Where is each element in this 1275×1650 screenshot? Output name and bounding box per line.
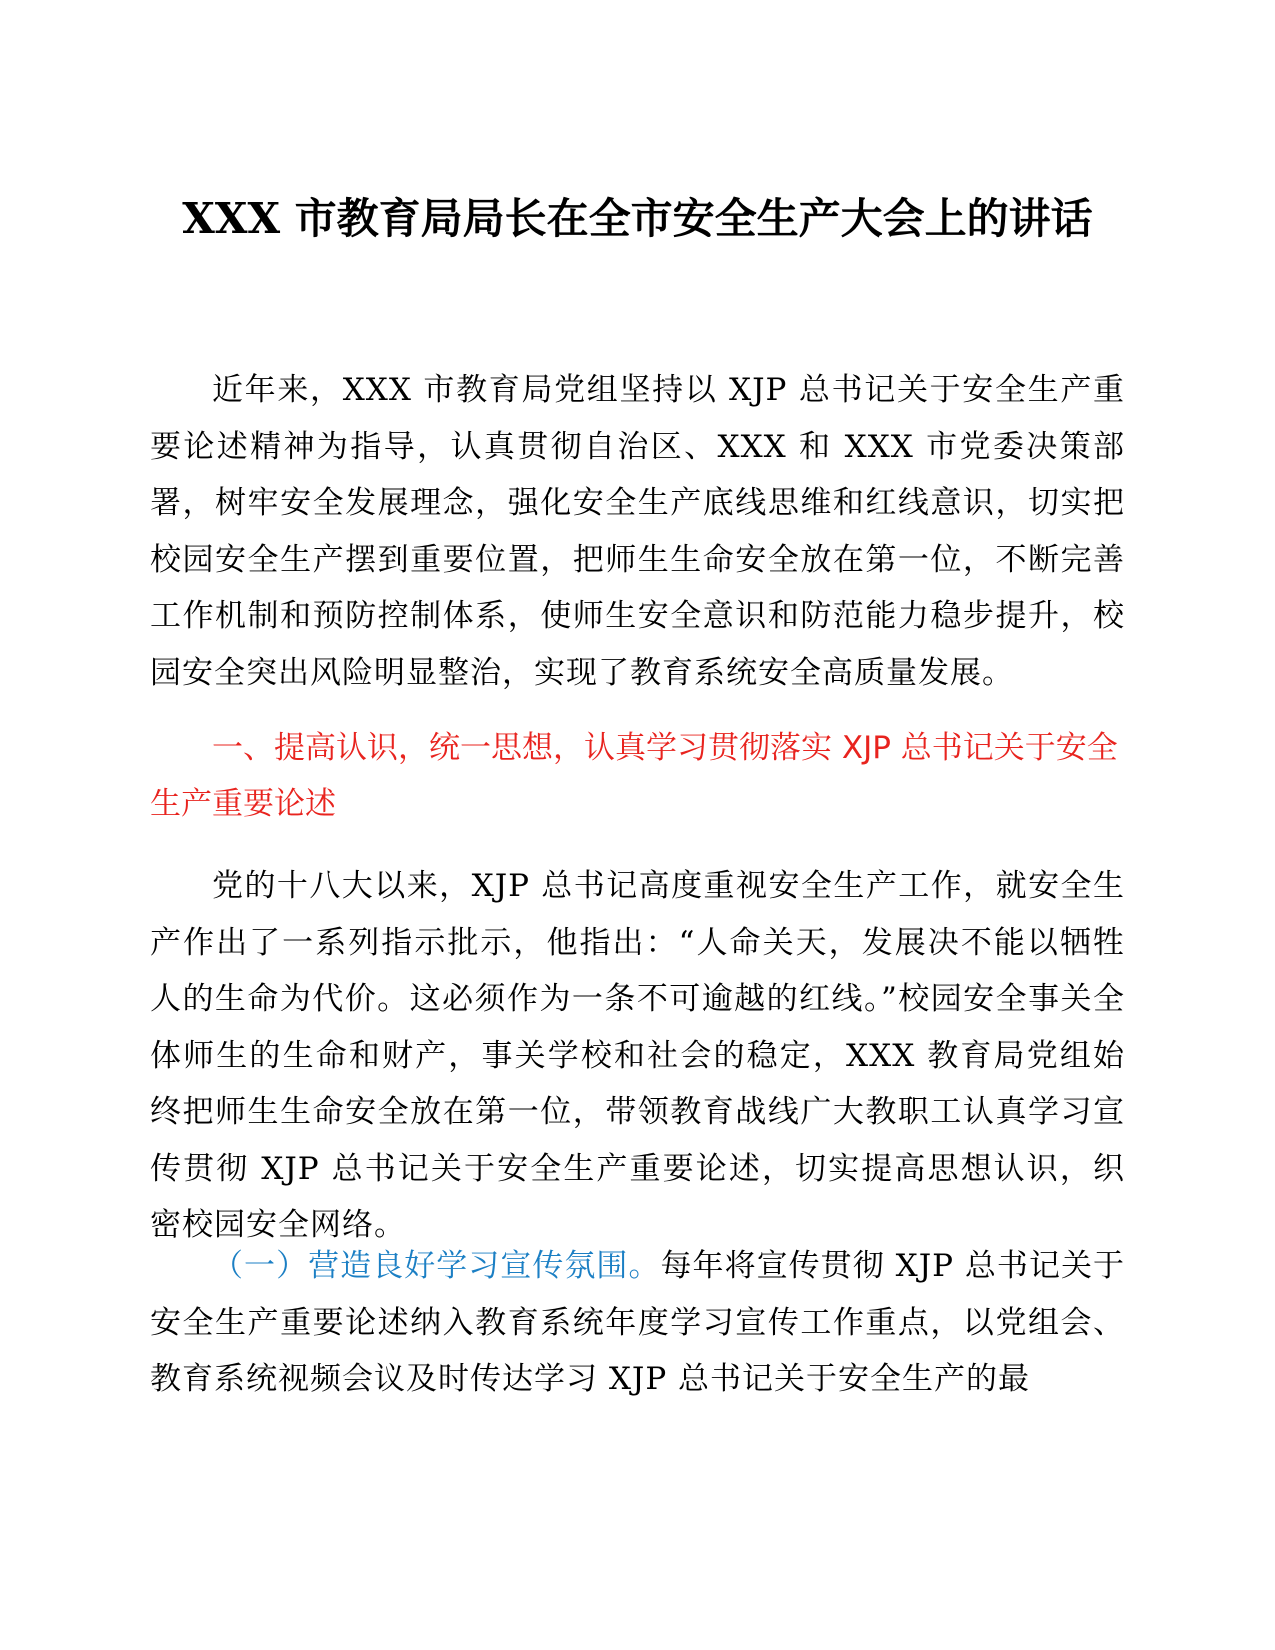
document-title: XXX 市教育局局长在全市安全生产大会上的讲话 bbox=[182, 194, 1093, 243]
paragraph-intro: 近年来，XXX 市教育局党组坚持以 XJP 总书记关于安全生产重要论述精神为指导，认真贯彻自治区、XXX 和 XXX 市党委决策部署，树牢安全发展理念，强化安全生产底线思维和红线意识，切实把校园安全生产摆到重要位置，把师生生命安全放在第一位，不断完善工作机制和预防控制体系，使师生安全意识和防范能力稳步提升，校园安全突出风险明显整治，实现了教育系统安全高质量发展。 bbox=[150, 372, 1125, 691]
section-heading-1: 一、提高认识，统一思想，认真学习贯彻落实 XJP 总书记关于安全生产重要论述 bbox=[150, 730, 1118, 822]
paragraph-section-1: 党的十八大以来，XJP 总书记高度重视安全生产工作，就安全生产作出了一系列指示批示，他指出：“人命关天，发展决不能以牺牲人的生命为代价。这必须作为一条不可逾越的红线。”校园安全事关全体师生的生命和财产，事关学校和社会的稳定，XXX 教育局党组始终把师生生命安全放在第一位，带领教育战线广大教职工认真学习宣传贯彻 XJP 总书记关于安全生产重要论述，切实提高思想认识，织密校园安全网络。 bbox=[150, 868, 1125, 1243]
subsection-1-text: 每年将宣传贯彻 XJP 总书记关于安全生产重要论述纳入教育系统年度学习宣传工作重点，以党组会、教育系统视频会议及时传达学习 XJP 总书记关于安全生产的最 bbox=[150, 1248, 1126, 1397]
subsection-heading-1: （一）营造良好学习宣传氛围。 bbox=[212, 1248, 661, 1284]
paragraph-subsection-1 bbox=[150, 1238, 1125, 1408]
